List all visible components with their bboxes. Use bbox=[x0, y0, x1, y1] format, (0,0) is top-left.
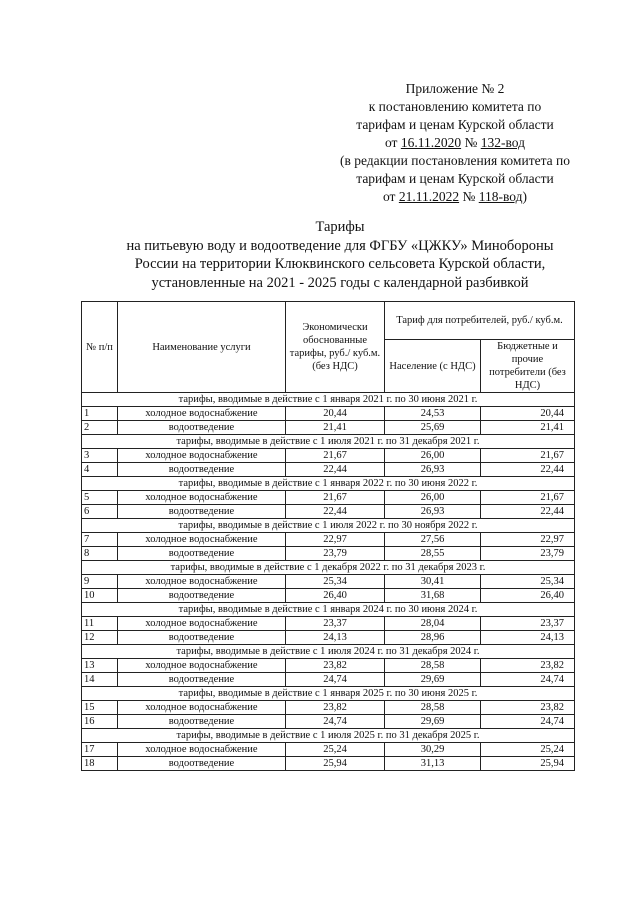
period-label: тарифы, вводимые в действие с 1 января 2022 г. по 30 июня 2022 г. bbox=[82, 477, 575, 491]
period-label: тарифы, вводимые в действие с 1 января 2024 г. по 30 июня 2024 г. bbox=[82, 603, 575, 617]
period-row bbox=[82, 561, 575, 575]
population-tariff: 26,93 bbox=[385, 463, 481, 477]
service-name: водоотведение bbox=[118, 757, 286, 771]
annex-date: 16.11.2020 bbox=[400, 135, 462, 150]
period-row bbox=[82, 435, 575, 449]
row-number: 9 bbox=[82, 575, 118, 589]
population-tariff: 28,04 bbox=[385, 617, 481, 631]
annex-number: 132-вод bbox=[480, 135, 525, 150]
row-number: 7 bbox=[82, 533, 118, 547]
annex-line: (в редакции постановления комитета по bbox=[339, 153, 570, 168]
budget-tariff: 23,82 bbox=[481, 701, 575, 715]
economic-tariff: 25,24 bbox=[286, 743, 385, 757]
annex-line: тарифам и ценам Курской области bbox=[356, 117, 554, 132]
row-number: 10 bbox=[82, 589, 118, 603]
row-number: 4 bbox=[82, 463, 118, 477]
table-row bbox=[82, 407, 575, 421]
economic-tariff: 20,44 bbox=[286, 407, 385, 421]
period-row bbox=[82, 477, 575, 491]
annex-number: 118-вод bbox=[478, 189, 523, 204]
table-row bbox=[82, 505, 575, 519]
service-name: холодное водоснабжение bbox=[118, 407, 286, 421]
table-row bbox=[82, 715, 575, 729]
population-tariff: 25,69 bbox=[385, 421, 481, 435]
annex-line: к постановлению комитета по bbox=[368, 99, 542, 114]
table-row bbox=[82, 575, 575, 589]
row-number: 2 bbox=[82, 421, 118, 435]
row-number: 15 bbox=[82, 701, 118, 715]
service-name: холодное водоснабжение bbox=[118, 743, 286, 757]
annex-line: Приложение № 2 bbox=[405, 81, 505, 96]
document-title bbox=[40, 218, 640, 292]
economic-tariff: 24,13 bbox=[286, 631, 385, 645]
economic-tariff: 21,67 bbox=[286, 491, 385, 505]
table-row bbox=[82, 589, 575, 603]
annex-block bbox=[300, 80, 610, 206]
economic-tariff: 22,44 bbox=[286, 463, 385, 477]
title-line: на питьевую воду и водоотведение для ФГБУ «ЦЖКУ» Минобороны bbox=[126, 237, 554, 254]
economic-tariff: 23,37 bbox=[286, 617, 385, 631]
economic-tariff: 22,44 bbox=[286, 505, 385, 519]
budget-tariff: 21,41 bbox=[481, 421, 575, 435]
tariffs-table bbox=[81, 301, 575, 771]
table-row bbox=[82, 757, 575, 771]
population-tariff: 26,93 bbox=[385, 505, 481, 519]
population-tariff: 31,13 bbox=[385, 757, 481, 771]
annex-line: тарифам и ценам Курской области bbox=[356, 171, 554, 186]
budget-tariff: 21,67 bbox=[481, 491, 575, 505]
budget-tariff: 22,97 bbox=[481, 533, 575, 547]
economic-tariff: 22,97 bbox=[286, 533, 385, 547]
row-number: 5 bbox=[82, 491, 118, 505]
table-row bbox=[82, 547, 575, 561]
budget-tariff: 24,74 bbox=[481, 673, 575, 687]
population-tariff: 31,68 bbox=[385, 589, 481, 603]
budget-tariff: 23,37 bbox=[481, 617, 575, 631]
annex-date: 21.11.2022 bbox=[398, 189, 460, 204]
row-number: 11 bbox=[82, 617, 118, 631]
population-tariff: 27,56 bbox=[385, 533, 481, 547]
service-name: холодное водоснабжение bbox=[118, 617, 286, 631]
period-label: тарифы, вводимые в действие с 1 января 2025 г. по 30 июня 2025 г. bbox=[82, 687, 575, 701]
table-row bbox=[82, 421, 575, 435]
period-row bbox=[82, 645, 575, 659]
row-number: 3 bbox=[82, 449, 118, 463]
budget-tariff: 24,13 bbox=[481, 631, 575, 645]
header-population: Население (с НДС) bbox=[385, 340, 481, 393]
economic-tariff: 23,82 bbox=[286, 659, 385, 673]
period-row bbox=[82, 393, 575, 407]
budget-tariff: 25,34 bbox=[481, 575, 575, 589]
population-tariff: 24,53 bbox=[385, 407, 481, 421]
population-tariff: 28,96 bbox=[385, 631, 481, 645]
table-row bbox=[82, 491, 575, 505]
row-number: 16 bbox=[82, 715, 118, 729]
service-name: холодное водоснабжение bbox=[118, 575, 286, 589]
budget-tariff: 20,44 bbox=[481, 407, 575, 421]
annex-text: от bbox=[382, 189, 399, 204]
service-name: водоотведение bbox=[118, 589, 286, 603]
annex-text: ) bbox=[522, 189, 527, 204]
budget-tariff: 21,67 bbox=[481, 449, 575, 463]
economic-tariff: 26,40 bbox=[286, 589, 385, 603]
header-num: № п/п bbox=[82, 302, 118, 393]
service-name: водоотведение bbox=[118, 547, 286, 561]
service-name: водоотведение bbox=[118, 673, 286, 687]
economic-tariff: 24,74 bbox=[286, 715, 385, 729]
row-number: 12 bbox=[82, 631, 118, 645]
row-number: 1 bbox=[82, 407, 118, 421]
economic-tariff: 23,79 bbox=[286, 547, 385, 561]
budget-tariff: 25,94 bbox=[481, 757, 575, 771]
population-tariff: 28,58 bbox=[385, 659, 481, 673]
service-name: холодное водоснабжение bbox=[118, 449, 286, 463]
annex-date-line bbox=[300, 188, 610, 206]
table-row bbox=[82, 617, 575, 631]
budget-tariff: 24,74 bbox=[481, 715, 575, 729]
period-label: тарифы, вводимые в действие с 1 июля 2022 г. по 30 ноября 2022 г. bbox=[82, 519, 575, 533]
economic-tariff: 23,82 bbox=[286, 701, 385, 715]
row-number: 18 bbox=[82, 757, 118, 771]
row-number: 8 bbox=[82, 547, 118, 561]
annex-text: № bbox=[461, 135, 481, 150]
economic-tariff: 21,67 bbox=[286, 449, 385, 463]
header-economic: Экономически обоснованные тарифы, руб./ куб.м. (без НДС) bbox=[286, 302, 385, 393]
table-row bbox=[82, 449, 575, 463]
title-line: Тарифы bbox=[315, 219, 365, 235]
period-label: тарифы, вводимые в действие с 1 июля 2025 г. по 31 декабря 2025 г. bbox=[82, 729, 575, 743]
population-tariff: 29,69 bbox=[385, 673, 481, 687]
population-tariff: 26,00 bbox=[385, 449, 481, 463]
table-row bbox=[82, 673, 575, 687]
economic-tariff: 25,34 bbox=[286, 575, 385, 589]
annex-date-line bbox=[300, 134, 610, 152]
budget-tariff: 22,44 bbox=[481, 463, 575, 477]
service-name: холодное водоснабжение bbox=[118, 533, 286, 547]
service-name: холодное водоснабжение bbox=[118, 659, 286, 673]
period-row bbox=[82, 729, 575, 743]
title-line: России на территории Клюквинского сельсовета Курской области, bbox=[134, 256, 546, 272]
annex-text: от bbox=[384, 135, 401, 150]
budget-tariff: 22,44 bbox=[481, 505, 575, 519]
service-name: холодное водоснабжение bbox=[118, 491, 286, 505]
service-name: водоотведение bbox=[118, 715, 286, 729]
period-label: тарифы, вводимые в действие с 1 января 2021 г. по 30 июня 2021 г. bbox=[82, 393, 575, 407]
budget-tariff: 23,82 bbox=[481, 659, 575, 673]
header-budget: Бюджетные и прочие потребители (без НДС) bbox=[481, 340, 575, 393]
economic-tariff: 25,94 bbox=[286, 757, 385, 771]
population-tariff: 28,58 bbox=[385, 701, 481, 715]
economic-tariff: 24,74 bbox=[286, 673, 385, 687]
economic-tariff: 21,41 bbox=[286, 421, 385, 435]
period-row bbox=[82, 687, 575, 701]
table-row bbox=[82, 463, 575, 477]
service-name: водоотведение bbox=[118, 505, 286, 519]
table-row bbox=[82, 533, 575, 547]
service-name: водоотведение bbox=[118, 463, 286, 477]
budget-tariff: 26,40 bbox=[481, 589, 575, 603]
row-number: 6 bbox=[82, 505, 118, 519]
period-label: тарифы, вводимые в действие с 1 декабря 2022 г. по 31 декабря 2023 г. bbox=[82, 561, 575, 575]
population-tariff: 30,41 bbox=[385, 575, 481, 589]
budget-tariff: 25,24 bbox=[481, 743, 575, 757]
row-number: 14 bbox=[82, 673, 118, 687]
service-name: холодное водоснабжение bbox=[118, 701, 286, 715]
population-tariff: 28,55 bbox=[385, 547, 481, 561]
table-row bbox=[82, 631, 575, 645]
population-tariff: 26,00 bbox=[385, 491, 481, 505]
table-row bbox=[82, 701, 575, 715]
table-row bbox=[82, 659, 575, 673]
annex-text: № bbox=[459, 189, 479, 204]
period-row bbox=[82, 603, 575, 617]
population-tariff: 30,29 bbox=[385, 743, 481, 757]
header-consumer-tariff: Тариф для потребителей, руб./ куб.м. bbox=[385, 302, 575, 340]
table-body bbox=[82, 393, 575, 771]
population-tariff: 29,69 bbox=[385, 715, 481, 729]
row-number: 17 bbox=[82, 743, 118, 757]
budget-tariff: 23,79 bbox=[481, 547, 575, 561]
row-number: 13 bbox=[82, 659, 118, 673]
service-name: водоотведение bbox=[118, 631, 286, 645]
service-name: водоотведение bbox=[118, 421, 286, 435]
table-row bbox=[82, 743, 575, 757]
period-label: тарифы, вводимые в действие с 1 июля 2024 г. по 31 декабря 2024 г. bbox=[82, 645, 575, 659]
period-row bbox=[82, 519, 575, 533]
period-label: тарифы, вводимые в действие с 1 июля 2021 г. по 31 декабря 2021 г. bbox=[82, 435, 575, 449]
title-line: установленные на 2021 - 2025 годы с календарной разбивкой bbox=[151, 274, 529, 291]
header-service: Наименование услуги bbox=[118, 302, 286, 393]
